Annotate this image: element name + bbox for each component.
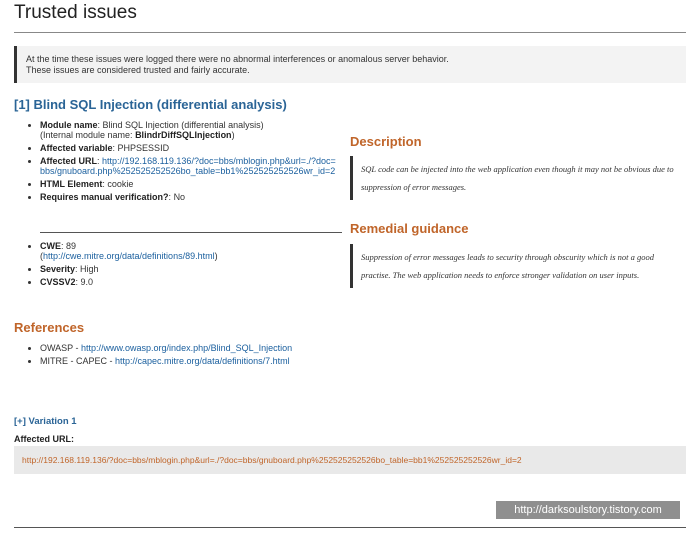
page-title: Trusted issues bbox=[14, 2, 137, 23]
manual-verification-item: • Requires manual verification?: No bbox=[40, 192, 340, 202]
issue-heading: [1] Blind SQL Injection (differential analysis) bbox=[14, 97, 287, 112]
reference-item: • MITRE - CAPEC - http://capec.mitre.org/data/definitions/7.html bbox=[40, 356, 442, 366]
html-element-value: cookie bbox=[107, 179, 134, 189]
references-list bbox=[22, 343, 442, 369]
variation-affected-url-label-text: Affected URL bbox=[14, 434, 72, 444]
variation-toggle[interactable] bbox=[14, 416, 77, 427]
trust-notice bbox=[14, 46, 686, 83]
affected-variable-item: • Affected variable: PHPSESSID bbox=[40, 143, 340, 153]
variation-affected-url-label: Affected URL: bbox=[14, 434, 75, 444]
remedial-text: Suppression of error messages leads to security through obscurity which is not a good practise. The web application needs to enforce stronger validation on user inputs. bbox=[350, 244, 686, 288]
affected-url-item: • Affected URL: http://192.168.119.136/?doc=bbs/mblogin.php&url=./?doc=bbs/gnuboard.php%252525252526bo_table=bb1%252525252526wr_id=2 bbox=[40, 156, 340, 176]
references-heading: References bbox=[14, 320, 85, 335]
notice-line-2: These issues are considered trusted and fairly accurate. bbox=[26, 65, 250, 75]
manual-verification-value: No bbox=[173, 192, 186, 202]
affected-variable-label: Affected variable bbox=[40, 143, 113, 153]
details-divider bbox=[40, 232, 342, 233]
variation-affected-url: http://192.168.119.136/?doc=bbs/mblogin.php&url=./?doc=bbs/gnuboard.php%252525252526bo_table=bb1%252525252526wr_id=2 bbox=[14, 446, 686, 474]
manual-verification-label: Requires manual verification? bbox=[40, 192, 169, 202]
bottom-divider bbox=[14, 527, 686, 528]
reference-link[interactable]: http://www.owasp.org/index.php/Blind_SQL_Injection bbox=[81, 343, 293, 353]
internal-module-suffix: ) bbox=[231, 130, 235, 140]
cwe-link[interactable]: http://cwe.mitre.org/data/definitions/89.html bbox=[43, 251, 215, 261]
watermark: http://darksoulstory.tistory.com bbox=[496, 501, 680, 519]
notice-line-1: At the time these issues were logged there were no abnormal interferences or anomalous server behavior. bbox=[26, 54, 449, 64]
cvss-label: CVSSV2 bbox=[40, 277, 76, 287]
reference-link[interactable]: http://capec.mitre.org/data/definitions/7.html bbox=[115, 356, 290, 366]
cwe-item: • CWE: 89 (http://cwe.mitre.org/data/definitions/89.html) bbox=[40, 241, 340, 261]
classification-list bbox=[22, 241, 340, 290]
issue-details-list bbox=[22, 120, 340, 205]
affected-url-link[interactable]: http://192.168.119.136/?doc=bbs/mblogin.php&url=./?doc=bbs/gnuboard.php%252525252526bo_table=bb1%252525252526wr_id=2 bbox=[40, 156, 336, 176]
cwe-value: 89 bbox=[66, 241, 77, 251]
severity-value: High bbox=[80, 264, 99, 274]
cvss-value: 9.0 bbox=[80, 277, 94, 287]
expand-toggle-icon[interactable]: [+] bbox=[14, 416, 26, 427]
html-element-label: HTML Element bbox=[40, 179, 103, 189]
variation-label: Variation 1 bbox=[28, 416, 77, 427]
title-divider bbox=[14, 32, 686, 33]
description-text: SQL code can be injected into the web application even though it may not be obvious due to suppression of error messages. bbox=[350, 156, 686, 200]
severity-label: Severity bbox=[40, 264, 76, 274]
reference-item: • OWASP - http://www.owasp.org/index.php/Blind_SQL_Injection bbox=[40, 343, 442, 353]
affected-url-label: Affected URL bbox=[40, 156, 98, 166]
internal-module-value: BlindrDiffSQLInjection bbox=[135, 130, 232, 140]
internal-module-prefix: (Internal module name: bbox=[40, 130, 136, 140]
remedial-heading: Remedial guidance bbox=[350, 221, 469, 236]
html-element-item: • HTML Element: cookie bbox=[40, 179, 340, 189]
affected-variable-value: PHPSESSID bbox=[117, 143, 170, 153]
cwe-label: CWE bbox=[40, 241, 61, 251]
module-name-value: Blind SQL Injection (differential analysis) bbox=[102, 120, 264, 130]
cvss-item: • CVSSV2: 9.0 bbox=[40, 277, 340, 287]
reference-name: OWASP bbox=[40, 343, 74, 353]
reference-name: MITRE - CAPEC bbox=[40, 356, 108, 366]
module-name-label: Module name bbox=[40, 120, 98, 130]
severity-item: • Severity: High bbox=[40, 264, 340, 274]
module-name-item: • Module name: Blind SQL Injection (differential analysis) (Internal module name: BlindrDiffSQLInjection) bbox=[40, 120, 340, 140]
description-heading: Description bbox=[350, 134, 422, 149]
